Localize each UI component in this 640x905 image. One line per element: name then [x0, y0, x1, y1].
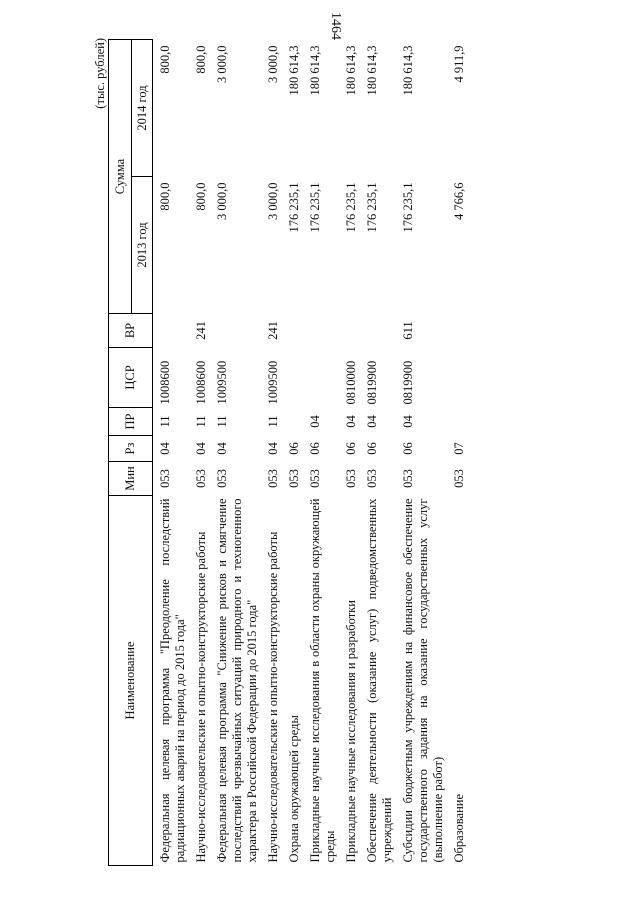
table-row	[287, 40, 308, 866]
cell-name: Обеспечение деятельности (оказание услуг) подведомственных учреждений	[365, 498, 394, 863]
header-min: Мин	[109, 462, 153, 496]
cell-min: 053	[266, 469, 280, 488]
table-row	[194, 40, 215, 866]
cell-2014: 3 000,0	[266, 45, 280, 83]
cell-2013: 3 000,0	[266, 182, 280, 220]
cell-2013: 176 235,1	[287, 182, 301, 233]
header-name: Наименование	[109, 496, 153, 866]
cell-vr	[308, 314, 344, 348]
cell-2014: 800,0	[194, 45, 208, 74]
cell-name: Прикладные научные исследования и разработки	[344, 600, 358, 863]
cell-name: Федеральная целевая программа "Преодоление последствий радиационных аварий на период до 2015 года"	[158, 498, 187, 863]
cell-min: 053	[344, 469, 358, 488]
cell-rz: 04	[194, 442, 208, 455]
cell-min: 053	[194, 469, 208, 488]
cell-vr: 241	[194, 321, 208, 340]
cell-rz: 04	[158, 442, 172, 455]
header-2014: 2014 год	[132, 40, 153, 177]
cell-name: Охрана окружающей среды	[287, 715, 301, 863]
cell-csr: 0810000	[344, 360, 358, 405]
cell-csr: 1008600	[158, 360, 172, 405]
cell-2013: 800,0	[158, 182, 172, 211]
cell-2013: 176 235,1	[308, 182, 322, 233]
cell-csr	[287, 348, 308, 408]
cell-rz: 06	[401, 442, 415, 455]
cell-vr	[452, 314, 473, 348]
table-row	[344, 40, 365, 866]
cell-name: Образование	[452, 793, 466, 863]
cell-rz: 07	[452, 442, 466, 455]
budget-table	[108, 39, 473, 866]
table-row	[215, 40, 266, 866]
cell-2014: 800,0	[158, 45, 172, 74]
table-row	[266, 40, 287, 866]
cell-2014: 180 614,3	[401, 45, 415, 96]
page-number: 1464	[328, 12, 343, 40]
header-rz: Рз	[109, 436, 153, 462]
cell-vr: 611	[401, 321, 415, 340]
cell-pr: 04	[344, 415, 358, 428]
cell-csr	[308, 348, 344, 408]
cell-vr	[344, 314, 365, 348]
cell-min: 053	[287, 469, 301, 488]
cell-pr: 11	[266, 415, 280, 428]
cell-name: Субсидии бюджетным учреждениям на финансовое обеспечение государственного задания на оказание государственных услуг (выполнение работ)	[401, 498, 445, 863]
header-sum: Сумма	[109, 40, 132, 314]
cell-2013: 3 000,0	[215, 182, 229, 220]
cell-csr	[452, 348, 473, 408]
cell-pr: 11	[215, 415, 229, 428]
cell-rz: 06	[287, 442, 301, 455]
cell-vr: 241	[266, 321, 280, 340]
cell-name: Научно-исследовательские и опытно-конструкторские работы	[266, 531, 280, 863]
cell-2014: 3 000,0	[215, 45, 229, 83]
cell-rz: 06	[344, 442, 358, 455]
cell-pr: 04	[365, 415, 379, 428]
cell-min: 053	[365, 469, 379, 488]
cell-csr: 1009500	[215, 360, 229, 405]
cell-min: 053	[401, 469, 415, 488]
cell-min: 053	[158, 469, 172, 488]
header-2013: 2013 год	[132, 177, 153, 314]
cell-csr: 0819900	[401, 360, 415, 405]
cell-pr: 11	[194, 415, 208, 428]
cell-2014: 180 614,3	[344, 45, 358, 96]
table-row	[401, 40, 452, 866]
cell-rz: 04	[215, 442, 229, 455]
cell-vr	[153, 314, 195, 348]
cell-2013: 176 235,1	[365, 182, 379, 233]
cell-2013: 4 766,6	[452, 182, 466, 220]
cell-2013: 176 235,1	[401, 182, 415, 233]
unit-note: (тыс. рублей)	[93, 38, 107, 109]
cell-name: Прикладные научные исследования в области охраны окружающей среды	[308, 498, 337, 863]
cell-2014: 180 614,3	[308, 45, 322, 96]
table-row	[153, 40, 195, 866]
header-csr: ЦСР	[109, 348, 153, 408]
cell-pr: 11	[158, 415, 172, 428]
rotated-page	[40, 38, 595, 868]
header-pr: ПР	[109, 408, 153, 436]
cell-2014: 4 911,9	[452, 45, 466, 83]
table-row	[308, 40, 344, 866]
cell-min: 053	[308, 469, 322, 488]
cell-2013: 176 235,1	[344, 182, 358, 233]
cell-csr: 0819900	[365, 360, 379, 405]
cell-min: 053	[452, 469, 466, 488]
cell-2014: 180 614,3	[287, 45, 301, 96]
cell-csr: 1009500	[266, 360, 280, 405]
cell-pr	[452, 408, 473, 436]
cell-2014: 180 614,3	[365, 45, 379, 96]
cell-vr	[215, 314, 266, 348]
table-row	[365, 40, 401, 866]
cell-pr: 04	[308, 415, 322, 428]
cell-name: Федеральная целевая программа "Снижение рисков и смягчение последствий чрезвычайных ситуаций природного и техногенного характера в Российской Федерации до 2015 года"	[215, 498, 259, 863]
cell-rz: 04	[266, 442, 280, 455]
cell-2013: 800,0	[194, 182, 208, 211]
cell-rz: 06	[365, 442, 379, 455]
cell-vr	[287, 314, 308, 348]
table-row	[452, 40, 473, 866]
cell-pr: 04	[401, 415, 415, 428]
cell-pr	[287, 408, 308, 436]
cell-name: Научно-исследовательские и опытно-конструкторские работы	[194, 531, 208, 863]
cell-rz: 06	[308, 442, 322, 455]
cell-min: 053	[215, 469, 229, 488]
header-vr: ВР	[109, 314, 153, 348]
cell-csr: 1008600	[194, 360, 208, 405]
cell-vr	[365, 314, 401, 348]
